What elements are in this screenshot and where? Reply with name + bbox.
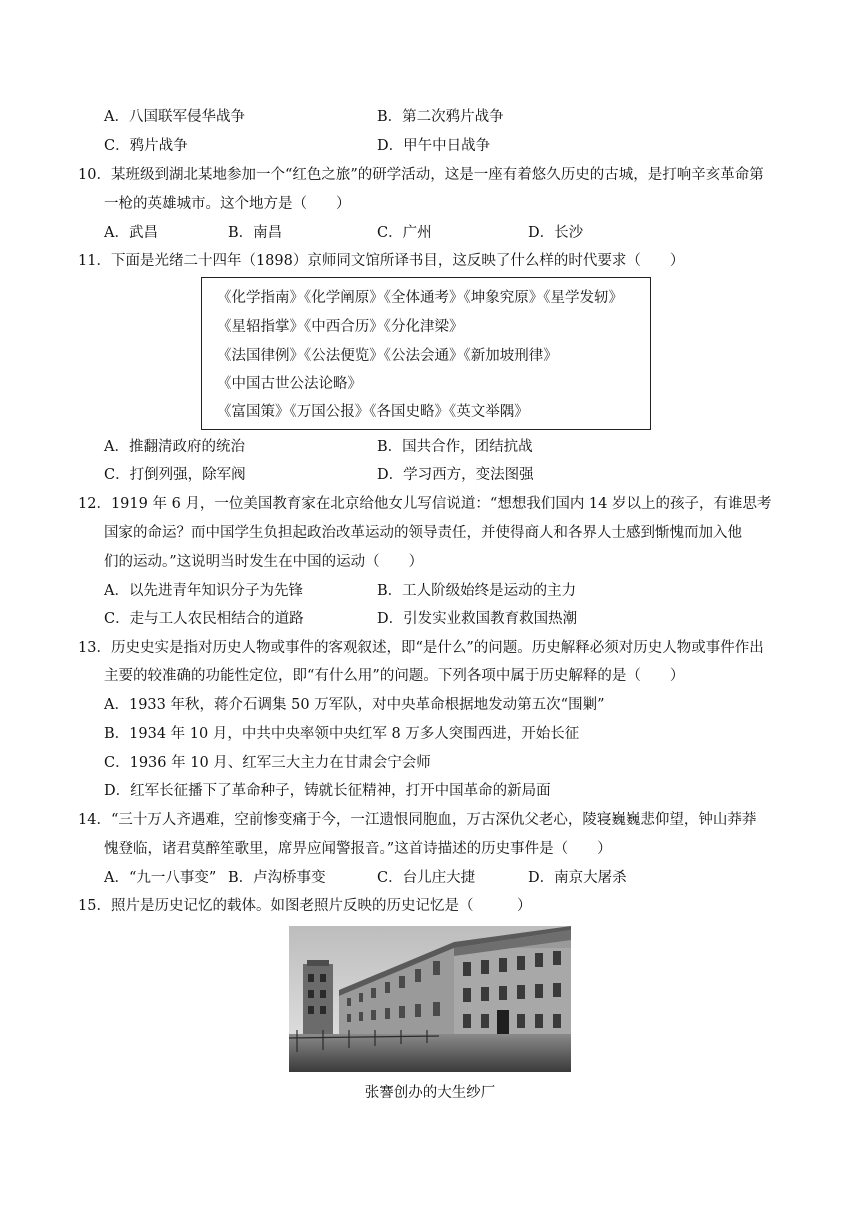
factory-photo (289, 926, 571, 1072)
q13-option-d: D．红军长征播下了革命种子，铸就长征精神，打开中国革命的新局面 (104, 783, 551, 799)
q12-stem-line2: 国家的命运？而中国学生负担起政治改革运动的领导责任，并使得商人和各界人士感到惭愧而加入他 (104, 525, 742, 541)
q12-option-b: B．工人阶级始终是运动的主力 (377, 583, 577, 599)
q13-option-c: C．1936 年 10 月、红军三大主力在甘肃会宁会师 (104, 755, 431, 771)
q14-stem-line2: 愧登临，诸君莫醉笙歌里，席畀应闻警报音。”这首诗描述的历史事件是（ ） (104, 841, 612, 857)
q11-booklist-line: 《中国古世公法论略》 (217, 376, 362, 392)
factory-photo-caption: 张謇创办的大生纱厂 (364, 1085, 496, 1101)
q14-option-c: C．台儿庄大捷 (377, 870, 476, 886)
q10-option-d: D．长沙 (528, 225, 584, 241)
q12-stem-line3: 们的运动。”这说明当时发生在中国的运动（ ） (104, 554, 424, 570)
q9-option-b: B．第二次鸦片战争 (377, 109, 504, 125)
q11-stem-line1: 11．下面是光绪二十四年（1898）京师同文馆所译书目，这反映了什么样的时代要求（ ） (78, 253, 685, 269)
q13-option-a: A．1933 年秋，蒋介石调集 50 万军队，对中央革命根据地发动第五次“围剿” (104, 697, 605, 713)
q11-option-c: C．打倒列强，除军阀 (104, 467, 246, 483)
q11-booklist-line: 《化学指南》《化学阐原》《全体通考》《坤象究原》《星学发轫》 (217, 290, 623, 306)
q15-stem-line1: 15．照片是历史记忆的载体。如图老照片反映的历史记忆是（ ） (78, 898, 532, 914)
q10-stem-line1: 10．某班级到湖北某地参加一个“红色之旅”的研学活动，这是一座有着悠久历史的古城，是打响辛亥革命第 (78, 167, 764, 183)
q12-option-d: D．引发实业救国教育救国热潮 (377, 611, 578, 627)
q11-booklist-line: 《富国策》《万国公报》《各国史略》《英文举隅》 (217, 404, 529, 420)
q11-option-d: D．学习西方，变法图强 (377, 467, 534, 483)
q14-stem-line1: 14．“三十万人齐遇难，空前惨变痛于今，一江遗恨同胞血，万古深仇父老心，陵寝巍巍悲仰望，钟山莽莽 (78, 812, 757, 828)
q13-option-b: B．1934 年 10 月，中共中央率领中央红军 8 万多人突围西进，开始长征 (104, 726, 580, 742)
q11-booklist-box (201, 277, 651, 430)
q9-option-d: D．甲午中日战争 (377, 138, 491, 154)
q11-option-b: B．国共合作，团结抗战 (377, 439, 533, 455)
q10-option-c: C．广州 (377, 225, 432, 241)
q9-option-c: C．鸦片战争 (104, 138, 188, 154)
q11-option-a: A．推翻清政府的统治 (104, 439, 245, 455)
q11-booklist-line: 《星轺指掌》《中西合历》《分化津梁》 (217, 319, 464, 335)
factory-photo-drawing (289, 926, 571, 1072)
q13-stem-line1: 13．历史史实是指对历史人物或事件的客观叙述，即“是什么”的问题。历史解释必须对历史人物或事件作出 (78, 640, 764, 656)
q10-option-a: A．武昌 (104, 225, 158, 241)
q10-stem-line2: 一枪的英雄城市。这个地方是（ ） (104, 196, 351, 212)
q9-option-a: A．八国联军侵华战争 (104, 109, 245, 125)
q10-option-b: B．南昌 (228, 225, 283, 241)
q12-stem-line1: 12．1919 年 6 月，一位美国教育家在北京给他女儿写信说道：“想想我们国内 14 岁以上的孩子，有谁思考 (78, 496, 772, 512)
q14-option-d: D．南京大屠杀 (528, 870, 627, 886)
q11-booklist-line: 《法国律例》《公法便览》《公法会通》《新加坡刑律》 (217, 348, 558, 364)
q12-option-c: C．走与工人农民相结合的道路 (104, 611, 304, 627)
q12-option-a: A．以先进青年知识分子为先锋 (104, 583, 303, 599)
q14-option-a: A．“九一八事变” (104, 870, 217, 886)
q13-stem-line2: 主要的较准确的功能性定位，即“有什么用”的问题。下列各项中属于历史解释的是（ ） (104, 668, 685, 684)
q14-option-b: B．卢沟桥事变 (228, 870, 326, 886)
